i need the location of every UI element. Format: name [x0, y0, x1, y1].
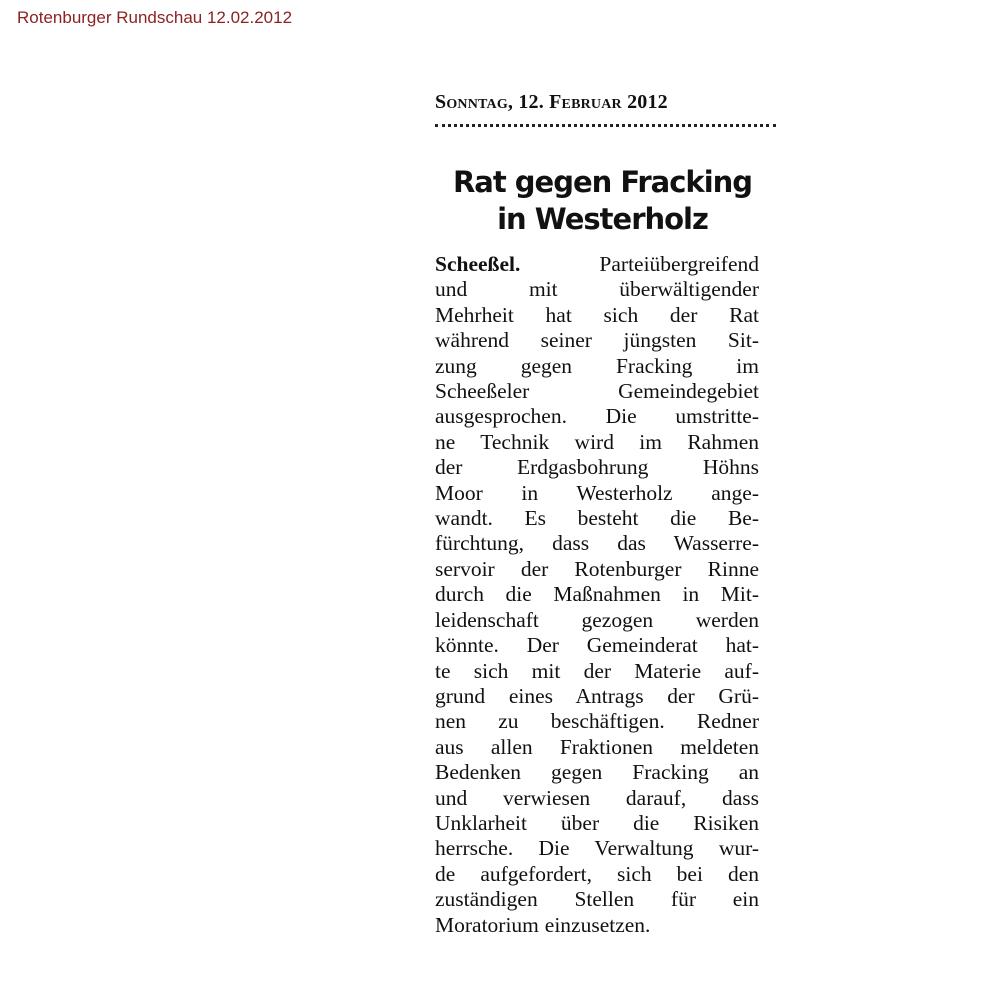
article-line: und verwiesen darauf, dass	[435, 785, 759, 810]
article-line: te sich mit der Materie auf-	[435, 658, 759, 683]
source-caption: Rotenburger Rundschau 12.02.2012	[17, 8, 293, 27]
article-line: Unklarheit über die Risiken	[435, 810, 759, 835]
article-line: Moor in Westerholz ange-	[435, 480, 759, 505]
article-line: fürchtung, dass das Wasserre-	[435, 531, 759, 556]
headline-line-2: in Westerholz	[497, 202, 708, 236]
article-line: herrsche. Die Verwaltung wur-	[435, 836, 759, 861]
article-line: grund eines Antrags der Grü-	[435, 683, 759, 708]
headline-line-1: Rat gegen Fracking	[452, 165, 753, 199]
dateline: Sonntag, 12. Februar 2012	[435, 91, 668, 113]
article-line: der Erdgasbohrung Höhns	[435, 455, 759, 480]
article-line: de aufgefordert, sich bei den	[435, 861, 759, 886]
article-lead: Scheeßel.	[435, 252, 521, 276]
article-line: ne Technik wird im Rahmen	[435, 429, 759, 454]
newspaper-clipping	[420, 88, 780, 958]
article-body	[435, 252, 759, 938]
article-line: während seiner jüngsten Sit-	[435, 328, 759, 353]
article-line: ausgesprochen. Die umstritte-	[435, 404, 759, 429]
article-line: könnte. Der Gemeinderat hat-	[435, 633, 759, 658]
article-line: Mehrheit hat sich der Rat	[435, 302, 759, 327]
article-line: zuständigen Stellen für ein	[435, 887, 759, 912]
article-line: und mit überwältigender	[435, 277, 759, 302]
article-line-text: Parteiübergreifend	[599, 252, 759, 276]
article-line: wandt. Es besteht die Be-	[435, 506, 759, 531]
article-line: zung gegen Fracking im	[435, 353, 759, 378]
article-line	[435, 252, 759, 277]
article-line: leidenschaft gezogen werden	[435, 607, 759, 632]
headline	[430, 164, 775, 238]
article-line: servoir der Rotenburger Rinne	[435, 556, 759, 581]
article-line: durch die Maßnahmen in Mit-	[435, 582, 759, 607]
article-line: Bedenken gegen Fracking an	[435, 760, 759, 785]
article-line: Moratorium einzusetzen.	[435, 912, 651, 937]
dotted-separator	[435, 124, 776, 127]
article-line: aus allen Fraktionen meldeten	[435, 734, 759, 759]
article-line: nen zu beschäftigen. Redner	[435, 709, 759, 734]
article-line: Scheeßeler Gemeindegebiet	[435, 379, 759, 404]
